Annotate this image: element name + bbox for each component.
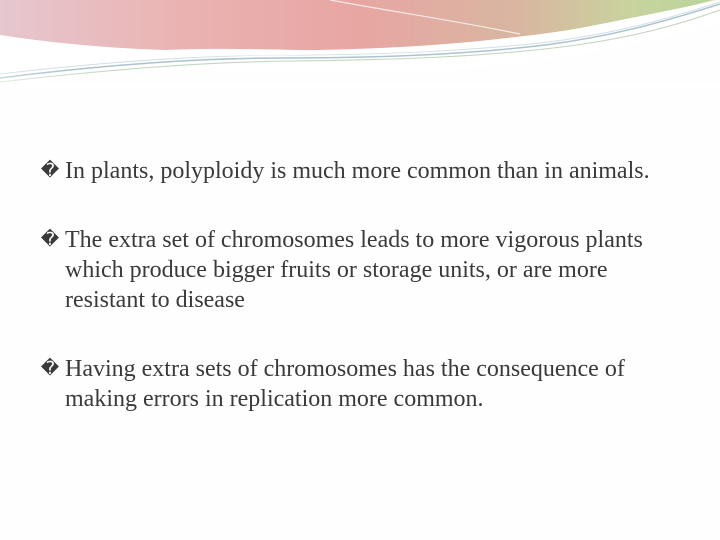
unknown-glyph-icon: � [40, 358, 60, 379]
bullet-item-extra-chromosome-set [40, 225, 690, 315]
unknown-glyph-icon: � [40, 229, 60, 250]
decorative-header-wave [0, 0, 720, 90]
bullet-item-polyploidy-plants [40, 156, 690, 186]
bullet-text: In plants, polyploidy is much more common than in animals. [65, 158, 650, 184]
unknown-glyph-icon: � [40, 160, 60, 181]
bullet-text: The extra set of chromosomes leads to more vigorous plants which produce bigger fruits or storage units, or are more resistant to disease [65, 227, 643, 313]
bullet-text: Having extra sets of chromosomes has the consequence of making errors in replication more common. [65, 356, 625, 412]
bullet-list [40, 156, 690, 414]
bullet-item-replication-errors [40, 354, 690, 414]
